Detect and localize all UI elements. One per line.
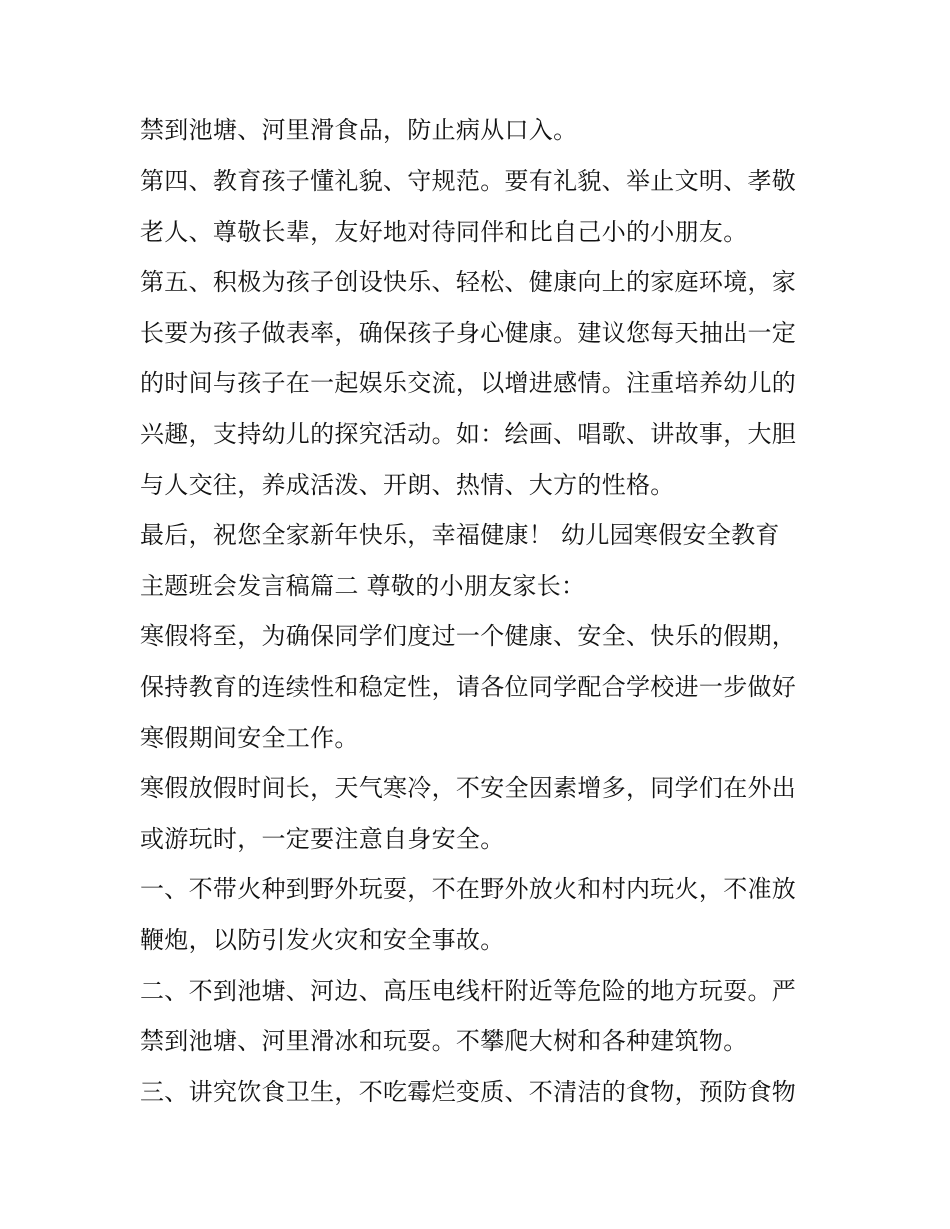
text-line: 鞭炮，以防引发火灾和安全事故。 [140,926,505,954]
text-line: 寒假放假时间长，天气寒冷，不安全因素增多，同学们在外出 [140,774,797,802]
text-line: 的时间与孩子在一起娱乐交流，以增进感情。注重培养幼儿的 [140,369,797,397]
text-line: 二、不到池塘、河边、高压电线杆附近等危险的地方玩耍。严 [140,977,797,1005]
text-line: 禁到池塘、河里滑食品，防止病从口入。 [140,116,578,144]
text-line: 保持教育的连续性和稳定性，请各位同学配合学校进一步做好 [140,673,797,701]
text-line: 与人交往，养成活泼、开朗、热情、大方的性格。 [140,471,675,499]
text-line: 兴趣，支持幼儿的探究活动。如：绘画、唱歌、讲故事，大胆 [140,420,797,448]
text-line: 长要为孩子做表率，确保孩子身心健康。建议您每天抽出一定 [140,319,797,347]
text-line: 第五、积极为孩子创设快乐、轻松、健康向上的家庭环境，家 [140,268,797,296]
text-line: 寒假将至，为确保同学们度过一个健康、安全、快乐的假期， [140,622,797,650]
text-line: 或游玩时，一定要注意自身安全。 [140,825,505,853]
text-line: 三、讲究饮食卫生，不吃霉烂变质、不清洁的食物，预防食物 [140,1078,797,1106]
text-line: 最后，祝您全家新年快乐，幸福健康！ 幼儿园寒假安全教育 [140,521,780,549]
text-line: 禁到池塘、河里滑冰和玩耍。不攀爬大树和各种建筑物。 [140,1027,748,1055]
text-line: 寒假期间安全工作。 [140,724,359,752]
text-line: 老人、尊敬长辈，友好地对待同伴和比自己小的小朋友。 [140,218,748,246]
text-line: 一、不带火种到野外玩耍，不在野外放火和村内玩火，不准放 [140,875,797,903]
text-line: 第四、教育孩子懂礼貌、守规范。要有礼貌、举止文明、孝敬 [140,167,797,195]
text-line: 主题班会发言稿篇二 尊敬的小朋友家长： [140,572,586,600]
